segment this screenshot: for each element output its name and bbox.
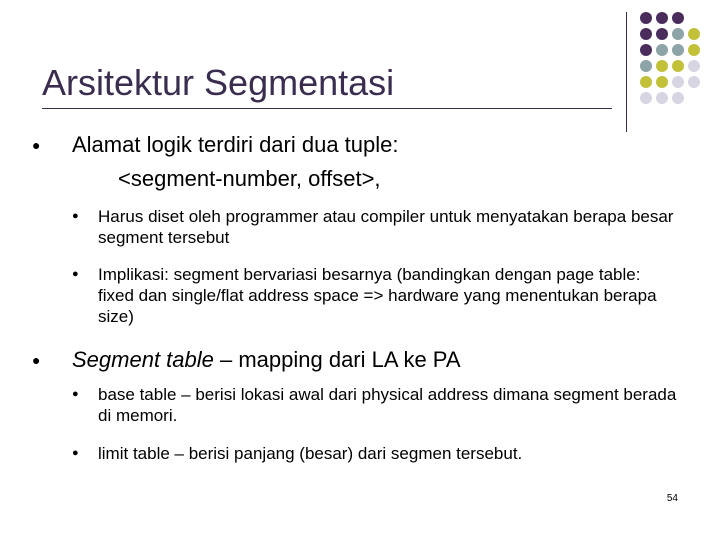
bullet-marker: ● <box>32 352 41 368</box>
decorative-dot <box>656 92 668 104</box>
bullet-1-continuation: <segment-number, offset>, <box>118 166 381 191</box>
decorative-dot <box>640 76 652 88</box>
decorative-dot <box>672 60 684 72</box>
decorative-dot <box>672 92 684 104</box>
decorative-dot <box>672 28 684 40</box>
bullet-2-sub-1: base table – berisi lokasi awal dari physical address dimana segment berada di memori. <box>98 385 677 425</box>
decorative-dot <box>656 60 668 72</box>
decorative-dot <box>672 76 684 88</box>
decorative-dot <box>656 76 668 88</box>
decorative-dot <box>688 60 700 72</box>
slide-title: Arsitektur Segmentasi <box>42 62 395 103</box>
page-number: 54 <box>666 493 678 504</box>
decorative-vertical-line <box>626 12 627 132</box>
sub-bullet-marker: ● <box>72 388 79 400</box>
decorative-dot <box>672 44 684 56</box>
sub-bullet-marker: ● <box>72 210 79 222</box>
bullet-1-sub-1: Harus diset oleh programmer atau compiler untuk menyatakan berapa besar segment tersebut <box>98 207 674 247</box>
bullet-2-text <box>72 347 461 373</box>
decorative-dot-grid <box>640 12 720 132</box>
decorative-dot <box>640 44 652 56</box>
sub-bullet-marker: ● <box>72 268 79 280</box>
decorative-dot <box>640 60 652 72</box>
bullet-1-text: Alamat logik terdiri dari dua tuple: <box>72 132 399 157</box>
title-underline <box>42 108 612 109</box>
decorative-dot <box>640 92 652 104</box>
sub-bullet-marker: ● <box>72 447 79 459</box>
decorative-dot <box>656 12 668 24</box>
decorative-dot <box>640 28 652 40</box>
decorative-dot <box>688 28 700 40</box>
decorative-dot <box>640 12 652 24</box>
decorative-dot <box>688 44 700 56</box>
bullet-1-sub-2: Implikasi: segment bervariasi besarnya (bandingkan dengan page table: fixed dan single/flat address space => hardware yang menentukan berapa size) <box>98 265 657 326</box>
bullet-marker: ● <box>32 137 41 153</box>
decorative-dot <box>656 28 668 40</box>
bullet-2-rest: – mapping dari LA ke PA <box>213 347 461 372</box>
decorative-dot <box>672 12 684 24</box>
decorative-dot <box>688 76 700 88</box>
bullet-2-italic: Segment table <box>72 347 214 372</box>
bullet-2-sub-2: limit table – berisi panjang (besar) dari segmen tersebut. <box>98 444 523 463</box>
decorative-dot <box>656 44 668 56</box>
